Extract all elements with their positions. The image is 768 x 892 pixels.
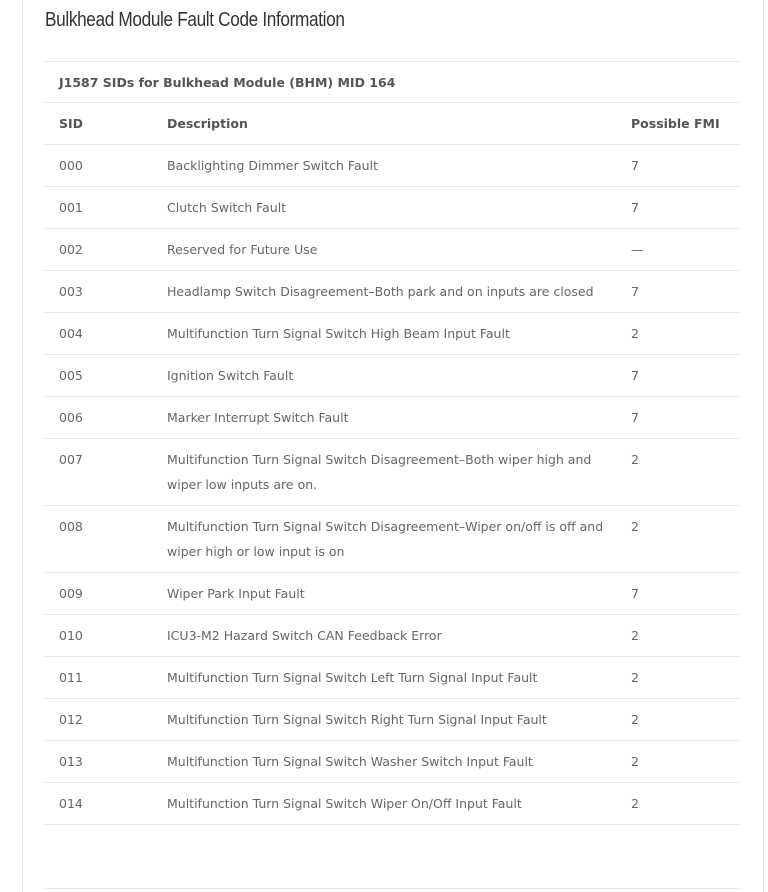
table-row xyxy=(44,783,741,825)
page-title: Bulkhead Module Fault Code Information xyxy=(45,9,345,31)
cell-fmi: 7 xyxy=(631,586,639,601)
cell-fmi: 2 xyxy=(631,326,639,341)
cell-description: Multifunction Turn Signal Switch Right Turn Signal Input Fault xyxy=(167,712,547,727)
cell-description: Multifunction Turn Signal Switch Washer Switch Input Fault xyxy=(167,754,533,769)
table-row xyxy=(44,271,741,313)
cell-sid: 010 xyxy=(59,628,83,643)
header-possible-fmi: Possible FMI xyxy=(631,116,720,131)
header-sid: SID xyxy=(59,116,84,131)
divider xyxy=(44,888,741,889)
cell-sid: 001 xyxy=(59,200,83,215)
cell-sid: 002 xyxy=(59,242,83,257)
cell-fmi: — xyxy=(631,242,644,257)
cell-description: ICU3-M2 Hazard Switch CAN Feedback Error xyxy=(167,628,442,643)
table-row xyxy=(44,229,741,271)
cell-fmi: 7 xyxy=(631,410,639,425)
cell-sid: 011 xyxy=(59,670,83,685)
table-row xyxy=(44,615,741,657)
cell-fmi: 7 xyxy=(631,200,639,215)
cell-fmi: 2 xyxy=(631,712,639,727)
cell-description: Wiper Park Input Fault xyxy=(167,586,305,601)
cell-description: Reserved for Future Use xyxy=(167,242,318,257)
table-row xyxy=(44,187,741,229)
table-row xyxy=(44,397,741,439)
cell-sid: 006 xyxy=(59,410,83,425)
cell-sid: 013 xyxy=(59,754,83,769)
cell-fmi: 2 xyxy=(631,519,639,534)
cell-sid: 007 xyxy=(59,452,83,467)
cell-sid: 003 xyxy=(59,284,83,299)
cell-description: Multifunction Turn Signal Switch Left Turn Signal Input Fault xyxy=(167,670,538,685)
table-row xyxy=(44,439,741,506)
table-row xyxy=(44,699,741,741)
cell-sid: 004 xyxy=(59,326,83,341)
cell-description: Backlighting Dimmer Switch Fault xyxy=(167,158,378,173)
cell-description: Ignition Switch Fault xyxy=(167,368,294,383)
cell-description: Multifunction Turn Signal Switch Disagreement–Both wiper high and wiper low inputs are on. xyxy=(167,452,592,492)
table-row xyxy=(44,313,741,355)
cell-sid: 005 xyxy=(59,368,83,383)
cell-description: Marker Interrupt Switch Fault xyxy=(167,410,349,425)
table-caption: J1587 SIDs for Bulkhead Module (BHM) MID 164 xyxy=(44,62,741,103)
cell-description: Multifunction Turn Signal Switch Disagreement–Wiper on/off is off and wiper high or low input is on xyxy=(167,519,604,559)
cell-fmi: 7 xyxy=(631,158,639,173)
cell-description: Multifunction Turn Signal Switch Wiper On/Off Input Fault xyxy=(167,796,522,811)
table-row xyxy=(44,145,741,187)
cell-sid: 008 xyxy=(59,519,83,534)
table-row xyxy=(44,741,741,783)
table-row xyxy=(44,657,741,699)
cell-fmi: 2 xyxy=(631,628,639,643)
fault-code-table xyxy=(44,61,741,825)
cell-fmi: 2 xyxy=(631,452,639,467)
table-header-row xyxy=(44,103,741,145)
cell-sid: 014 xyxy=(59,796,83,811)
cell-description: Multifunction Turn Signal Switch High Beam Input Fault xyxy=(167,326,510,341)
cell-sid: 012 xyxy=(59,712,83,727)
table-row xyxy=(44,506,741,573)
cell-fmi: 7 xyxy=(631,368,639,383)
cell-fmi: 2 xyxy=(631,754,639,769)
cell-sid: 000 xyxy=(59,158,83,173)
header-description: Description xyxy=(167,116,248,131)
cell-description: Headlamp Switch Disagreement–Both park and on inputs are closed xyxy=(167,284,594,299)
table-row xyxy=(44,573,741,615)
cell-description: Clutch Switch Fault xyxy=(167,200,287,215)
cell-sid: 009 xyxy=(59,586,83,601)
table-row xyxy=(44,355,741,397)
cell-fmi: 2 xyxy=(631,796,639,811)
cell-fmi: 7 xyxy=(631,284,639,299)
cell-fmi: 2 xyxy=(631,670,639,685)
